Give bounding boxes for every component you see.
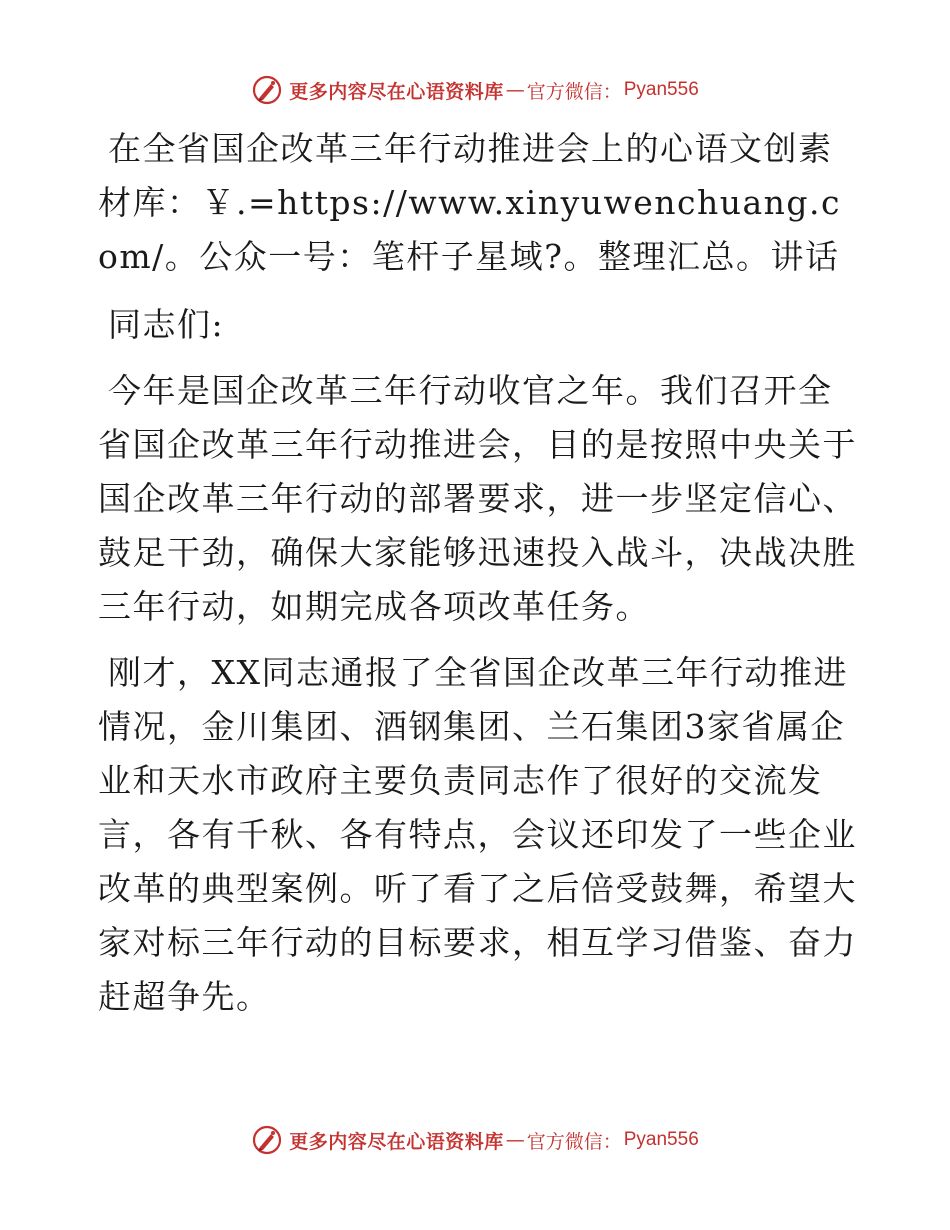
banner-main-text: 更多内容尽在心语资料库	[289, 80, 504, 103]
document-body	[98, 122, 858, 1036]
paragraph-1: 今年是国企改革三年行动收官之年。我们召开全省国企改革三年行动推进会，目的是按照中央关于国企改革三年行动的部署要求，进一步坚定信心、鼓足干劲，确保大家能够迅速投入战斗，决战决胜三年行动，如期完成各项改革任务。	[98, 371, 857, 626]
banner-separator: —	[505, 1129, 525, 1151]
document-title: 在全省国企改革三年行动推进会上的心语文创素材库：￥.=https://www.xinyuwenchuang.com/。公众一号：笔杆子星域?。整理汇总。讲话	[98, 129, 842, 276]
banner-wechat-label: 官方微信：	[526, 1130, 622, 1153]
banner-wechat-id: Pyan556	[623, 79, 699, 100]
footer-watermark-banner	[0, 1120, 950, 1160]
banner-separator: —	[505, 79, 525, 101]
banner-main-text: 更多内容尽在心语资料库	[289, 1130, 504, 1153]
header-watermark-banner	[0, 70, 950, 110]
banner-wechat-id: Pyan556	[623, 1129, 699, 1150]
pen-logo-icon	[251, 74, 283, 106]
paragraph-2: 刚才，XX同志通报了全省国企改革三年行动推进情况，金川集团、酒钢集团、兰石集团3家省属企业和天水市政府主要负责同志作了很好的交流发言，各有千秋、各有特点，会议还印发了一些企业改革的典型案例。听了看了之后倍受鼓舞，希望大家对标三年行动的目标要求，相互学习借鉴、奋力赶超争先。	[98, 653, 857, 1016]
pen-logo-icon	[251, 1124, 283, 1156]
salutation: 同志们:	[108, 305, 225, 344]
banner-wechat-label: 官方微信：	[526, 80, 622, 103]
